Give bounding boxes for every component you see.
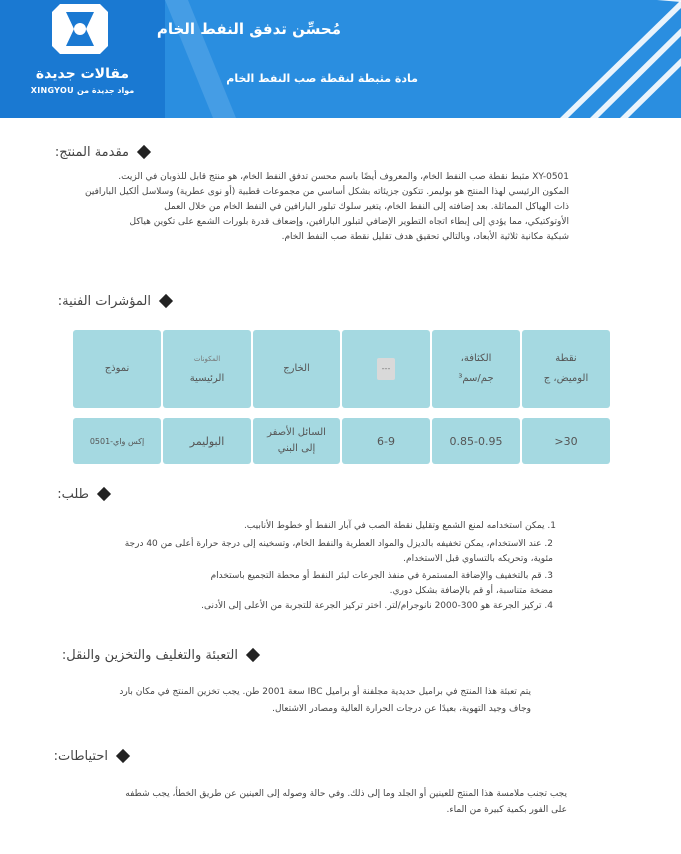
table-value-cell: البوليمر: [163, 418, 251, 464]
application-item-4: 4. تركيز الجرعة هو 300-2000 نانوجرام/لتر. اختر تركيز الجرعة للتجربة من الأعلى إلى الأدنى.: [201, 601, 553, 611]
table-header-cell: الخارج: [253, 330, 340, 408]
table-header-cell: نقطة الوميض، ج: [522, 330, 610, 408]
table-header-cell: نموذج: [73, 330, 161, 408]
table-value-cell: السائل الأصفر إلى البني: [253, 418, 340, 464]
section-heading-specs: المؤشرات الفنية:: [58, 294, 171, 309]
precautions-line: على الفور بكمية كبيرة من الماء.: [446, 805, 567, 815]
logo-text-main: مقالات جديدة: [35, 66, 130, 82]
intro-line: شبكية مكانية ثلاثية الأبعاد، وبالتالي تحقيق هدف تقليل نقطة صب النفط الخام.: [281, 232, 569, 242]
section-heading-intro: مقدمة المنتج:: [55, 145, 149, 160]
page-subtitle: مادة مثبطة لنقطة صب النفط الخام: [226, 72, 418, 85]
table-value-cell: إكس واي-0501: [73, 418, 161, 464]
intro-line: XY-0501 مثبط نقطة صب النفط الخام، والمعروف أيضًا باسم محسن تدفق النفط الخام، هو منتج قابل للذوبان في الزيت.: [118, 172, 569, 182]
company-logo: [0, 0, 165, 118]
table-header-cell: المكونات الرئيسية: [163, 330, 251, 408]
intro-line: الأوتوكتيكي، مما يؤدي إلى إبطاء اتجاه التطوير الإضافي لتبلور البارافين، وإضعاف قدرة بلورات الشمع على تكوين هياكل: [129, 217, 569, 227]
section-heading-packaging: التعبئة والتغليف والتخزين والنقل:: [62, 648, 258, 663]
application-item-3-cont: مضخة متناسبة، أو قم بالإضافة بشكل دوري.: [389, 586, 553, 596]
intro-paragraph: [85, 170, 569, 245]
logo-mark-icon: [52, 4, 108, 54]
packaging-paragraph: [119, 684, 531, 718]
intro-line: المكون الرئيسي لهذا المنتج هو بوليمر. تتكون جزيئاته بشكل أساسي من مجموعات قطبية (أو نوى عطرية) وسلاسل ألكيل البارافين: [85, 187, 569, 197]
application-item-3: 3. قم بالتخفيف والإضافة المستمرة في منفذ الجرعات لبئر النفط أو محطة التجميع باستخدام: [210, 571, 553, 581]
packaging-line: يتم تعبئة هذا المنتج في براميل حديدية مجلفنة أو براميل IBC سعة 2001 طن. يجب تخزين المنتج في مكان بارد: [119, 687, 531, 697]
page-title: مُحسِّن تدفق النفط الخام: [156, 20, 341, 38]
table-header-cell: الكثافة، جم/سم³: [432, 330, 520, 408]
table-value-cell: 30<: [522, 418, 610, 464]
diamond-bullet-icon: [97, 486, 111, 500]
precautions-line: يجب تجنب ملامسة هذا المنتج للعينين أو الجلد وما إلى ذلك. وفي حالة وصوله إلى العينين عن طريق الخطأ، يجب شطفه: [125, 789, 567, 799]
diamond-bullet-icon: [159, 293, 173, 307]
section-heading-precautions: احتياطات:: [54, 749, 128, 764]
header-banner: [0, 0, 681, 118]
application-item-2-cont: مئوية، وتحريكه بالتساوي قبل الاستخدام.: [403, 554, 553, 564]
section-heading-application: طلب:: [57, 487, 109, 502]
packaging-line: وجاف وجيد التهوية، بعيدًا عن درجات الحرارة العالية ومصادر الاشتعال.: [272, 704, 531, 714]
application-item-1: 1. يمكن استخدامه لمنع الشمع وتقليل نقطة الصب في آبار النفط أو خطوط الأنابيب.: [243, 521, 556, 531]
diamond-bullet-icon: [246, 647, 260, 661]
table-value-cell: 0.85-0.95: [432, 418, 520, 464]
logo-text-sub: XINGYOU مواد جديدة من: [30, 86, 135, 95]
precautions-paragraph: [125, 786, 567, 818]
diamond-bullet-icon: [116, 748, 130, 762]
table-value-cell: 6-9: [342, 418, 430, 464]
specs-table: [73, 330, 610, 466]
table-header-cell: ---: [342, 330, 430, 408]
diamond-bullet-icon: [137, 144, 151, 158]
intro-line: ذات الهياكل المماثلة. بعد إضافته إلى النفط الخام، يتغير سلوك تبلور البارافين في النفط الخام من خلال العمل: [164, 202, 569, 212]
application-item-2: 2. عند الاستخدام، يمكن تخفيفه بالديزل والمواد العطرية والنفط الخام، وتسخينه إلى درجة حرارة أعلى من 40 درجة: [124, 539, 553, 549]
